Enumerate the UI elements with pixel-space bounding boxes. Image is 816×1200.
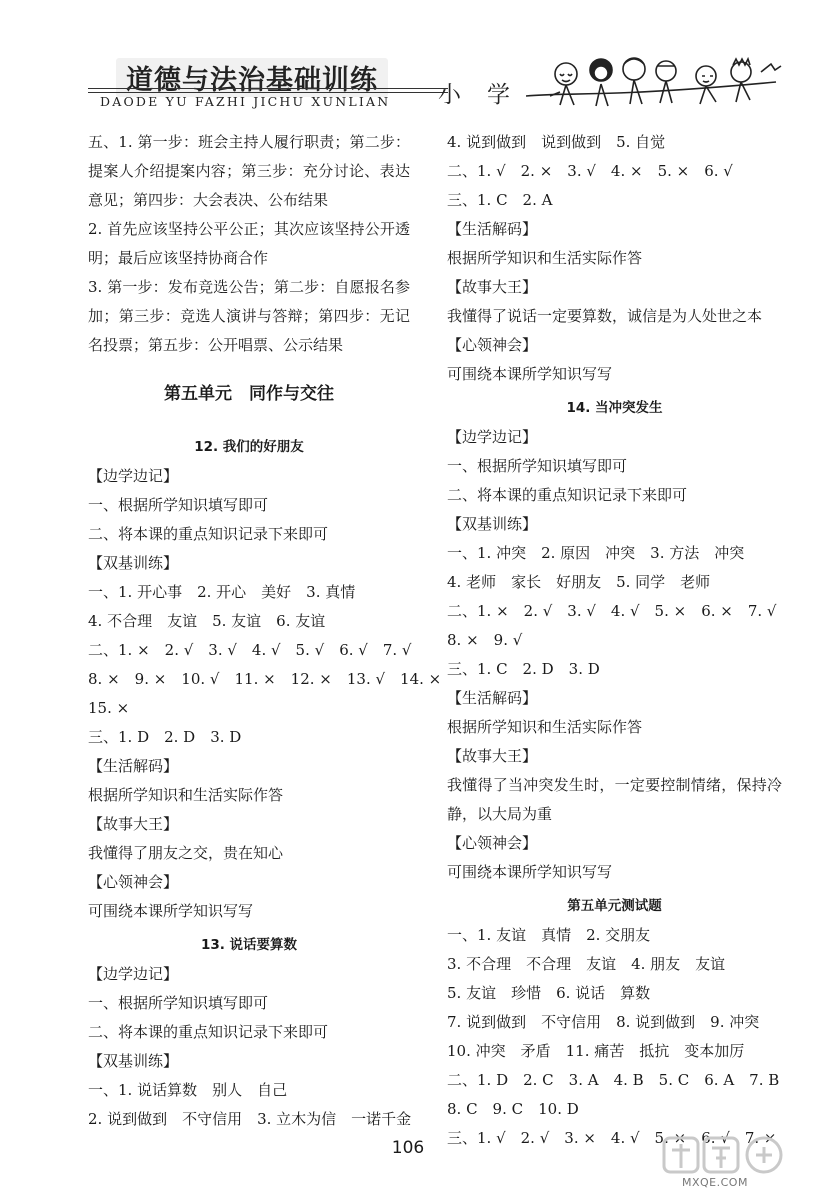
answer-line: 可围绕本课所学知识写写 <box>88 902 254 920</box>
answer-line: 一、根据所学知识填写即可 <box>447 457 628 475</box>
answer-line: 一、1. 友谊 真情 2. 交朋友 <box>447 926 651 944</box>
answer-line: 4. 说到做到 说到做到 5. 自觉 <box>447 133 666 151</box>
answer-line: 【双基训练】 <box>88 1052 179 1070</box>
lesson-13-answers <box>88 960 410 1134</box>
answer-line: 【心领神会】 <box>447 336 538 354</box>
answer-line: 10. 冲突 矛盾 11. 痛苦 抵抗 变本加厉 <box>447 1042 745 1060</box>
answer-line: 三、1. √ 2. √ 3. × 4. √ 5. × 6. √ 7. × <box>447 1129 777 1147</box>
answer-line: 二、将本课的重点知识记录下来即可 <box>88 1023 329 1041</box>
answer-line: 可围绕本课所学知识写写 <box>447 365 613 383</box>
answer-line: 根据所学知识和生活实际作答 <box>447 249 643 267</box>
answer-line: 【故事大王】 <box>447 278 538 296</box>
answer-line: 8. × 9. × 10. √ 11. × 12. × 13. √ 14. × <box>88 670 442 688</box>
answer-line: 一、1. 说话算数 别人 自己 <box>88 1081 288 1099</box>
answer-line: 我懂得了朋友之交，贵在知心 <box>88 844 284 862</box>
answer-line: 可围绕本课所学知识写写 <box>447 863 613 881</box>
answer-line: 三、1. C 2. A <box>447 191 553 209</box>
answer-line: 4. 不合理 友谊 5. 友谊 6. 友谊 <box>88 612 326 630</box>
answer-line: 二、1. × 2. √ 3. √ 4. √ 5. × 6. × 7. √ <box>447 602 777 620</box>
unit-test-answers <box>447 921 782 1153</box>
answer-line: 【边学边记】 <box>88 467 179 485</box>
header-rule <box>88 88 448 89</box>
answer-line: 【生活解码】 <box>88 757 179 775</box>
answer-line: 2. 说到做到 不守信用 3. 立木为信 一诺千金 <box>88 1110 412 1128</box>
answer-line: 二、1. D 2. C 3. A 4. B 5. C 6. A 7. B <box>447 1071 780 1089</box>
lesson-13-answers-continued <box>447 128 782 389</box>
answer-line: 【生活解码】 <box>447 689 538 707</box>
answer-line: 8. C 9. C 10. D <box>447 1100 579 1118</box>
answer-line: 三、1. D 2. D 3. D <box>88 728 242 746</box>
school-level: 小学 <box>438 82 536 108</box>
answer-line: 我懂得了说话一定要算数，诚信是为人处世之本 <box>447 307 763 325</box>
page-number: 106 <box>391 1138 425 1158</box>
answer-line: 8. × 9. √ <box>447 631 523 649</box>
answer-line: 【故事大王】 <box>88 815 179 833</box>
unit-heading: 第五单元 同作与交往 <box>164 384 334 404</box>
book-subtitle-pinyin: DAODE YU FAZHI JICHU XUNLIAN <box>100 94 391 109</box>
book-title: 道德与法治基础训练 <box>116 58 388 97</box>
page-header <box>88 52 788 122</box>
answer-line: 【心领神会】 <box>447 834 538 852</box>
answer-line: 一、1. 开心事 2. 开心 美好 3. 真情 <box>88 583 356 601</box>
answer-line: 7. 说到做到 不守信用 8. 说到做到 9. 冲突 <box>447 1013 760 1031</box>
answer-paragraph: 3. 第一步：发布竞选公告；第二步：自愿报名参加；第三步：竞选人演讲与答辩；第四步：无记名投票；第五步：公开唱票、公示结果 <box>88 278 410 354</box>
answer-line: 【边学边记】 <box>447 428 538 446</box>
answer-line: 二、将本课的重点知识记录下来即可 <box>88 525 329 543</box>
lesson-14-answers <box>447 423 782 887</box>
answer-line: 【生活解码】 <box>447 220 538 238</box>
answer-line: 4. 老师 家长 好朋友 5. 同学 老师 <box>447 573 711 591</box>
answer-line: 一、1. 冲突 2. 原因 冲突 3. 方法 冲突 <box>447 544 745 562</box>
answer-line: 【双基训练】 <box>447 515 538 533</box>
lesson-heading: 13. 说话要算数 <box>200 937 298 953</box>
answer-line: 二、将本课的重点知识记录下来即可 <box>447 486 688 504</box>
right-column <box>447 128 782 1153</box>
answer-line: 【故事大王】 <box>447 747 538 765</box>
answer-line: 3. 不合理 不合理 友谊 4. 朋友 友谊 <box>447 955 726 973</box>
kids-tug-of-war-illustration <box>526 52 786 122</box>
watermark-url: MXQE.COM <box>682 1176 748 1189</box>
answer-line: 根据所学知识和生活实际作答 <box>447 718 643 736</box>
unit-test-heading: 第五单元测试题 <box>567 898 662 914</box>
answer-line: 15. × <box>88 699 130 717</box>
lesson-12-answers <box>88 462 442 926</box>
lesson-heading: 14. 当冲突发生 <box>566 400 663 416</box>
answer-line: 二、1. √ 2. × 3. √ 4. × 5. × 6. √ <box>447 162 733 180</box>
lesson-heading: 12. 我们的好朋友 <box>194 439 304 455</box>
answer-line: 根据所学知识和生活实际作答 <box>88 786 284 804</box>
answer-line: 三、1. C 2. D 3. D <box>447 660 600 678</box>
answer-line: 一、根据所学知识填写即可 <box>88 994 269 1012</box>
answer-paragraph: 2. 首先应该坚持公平公正；其次应该坚持公开透明；最后应该坚持协商合作 <box>88 220 410 267</box>
left-column <box>88 128 442 1134</box>
answer-line: 【双基训练】 <box>88 554 179 572</box>
answer-line: 一、根据所学知识填写即可 <box>88 496 269 514</box>
answer-paragraph: 我懂得了当冲突发生时，一定要控制情绪，保持冷静，以大局为重 <box>447 776 782 823</box>
header-rule-2 <box>88 92 448 93</box>
answer-line: 【心领神会】 <box>88 873 179 891</box>
answer-line: 【边学边记】 <box>88 965 179 983</box>
answer-line: 5. 友谊 珍惜 6. 说话 算数 <box>447 984 651 1002</box>
answer-paragraph: 五、1. 第一步：班会主持人履行职责；第二步：提案人介绍提案内容；第三步：充分讨论、表达意见；第四步：大会表决、公布结果 <box>88 133 410 209</box>
answer-line: 二、1. × 2. √ 3. √ 4. √ 5. √ 6. √ 7. √ <box>88 641 412 659</box>
